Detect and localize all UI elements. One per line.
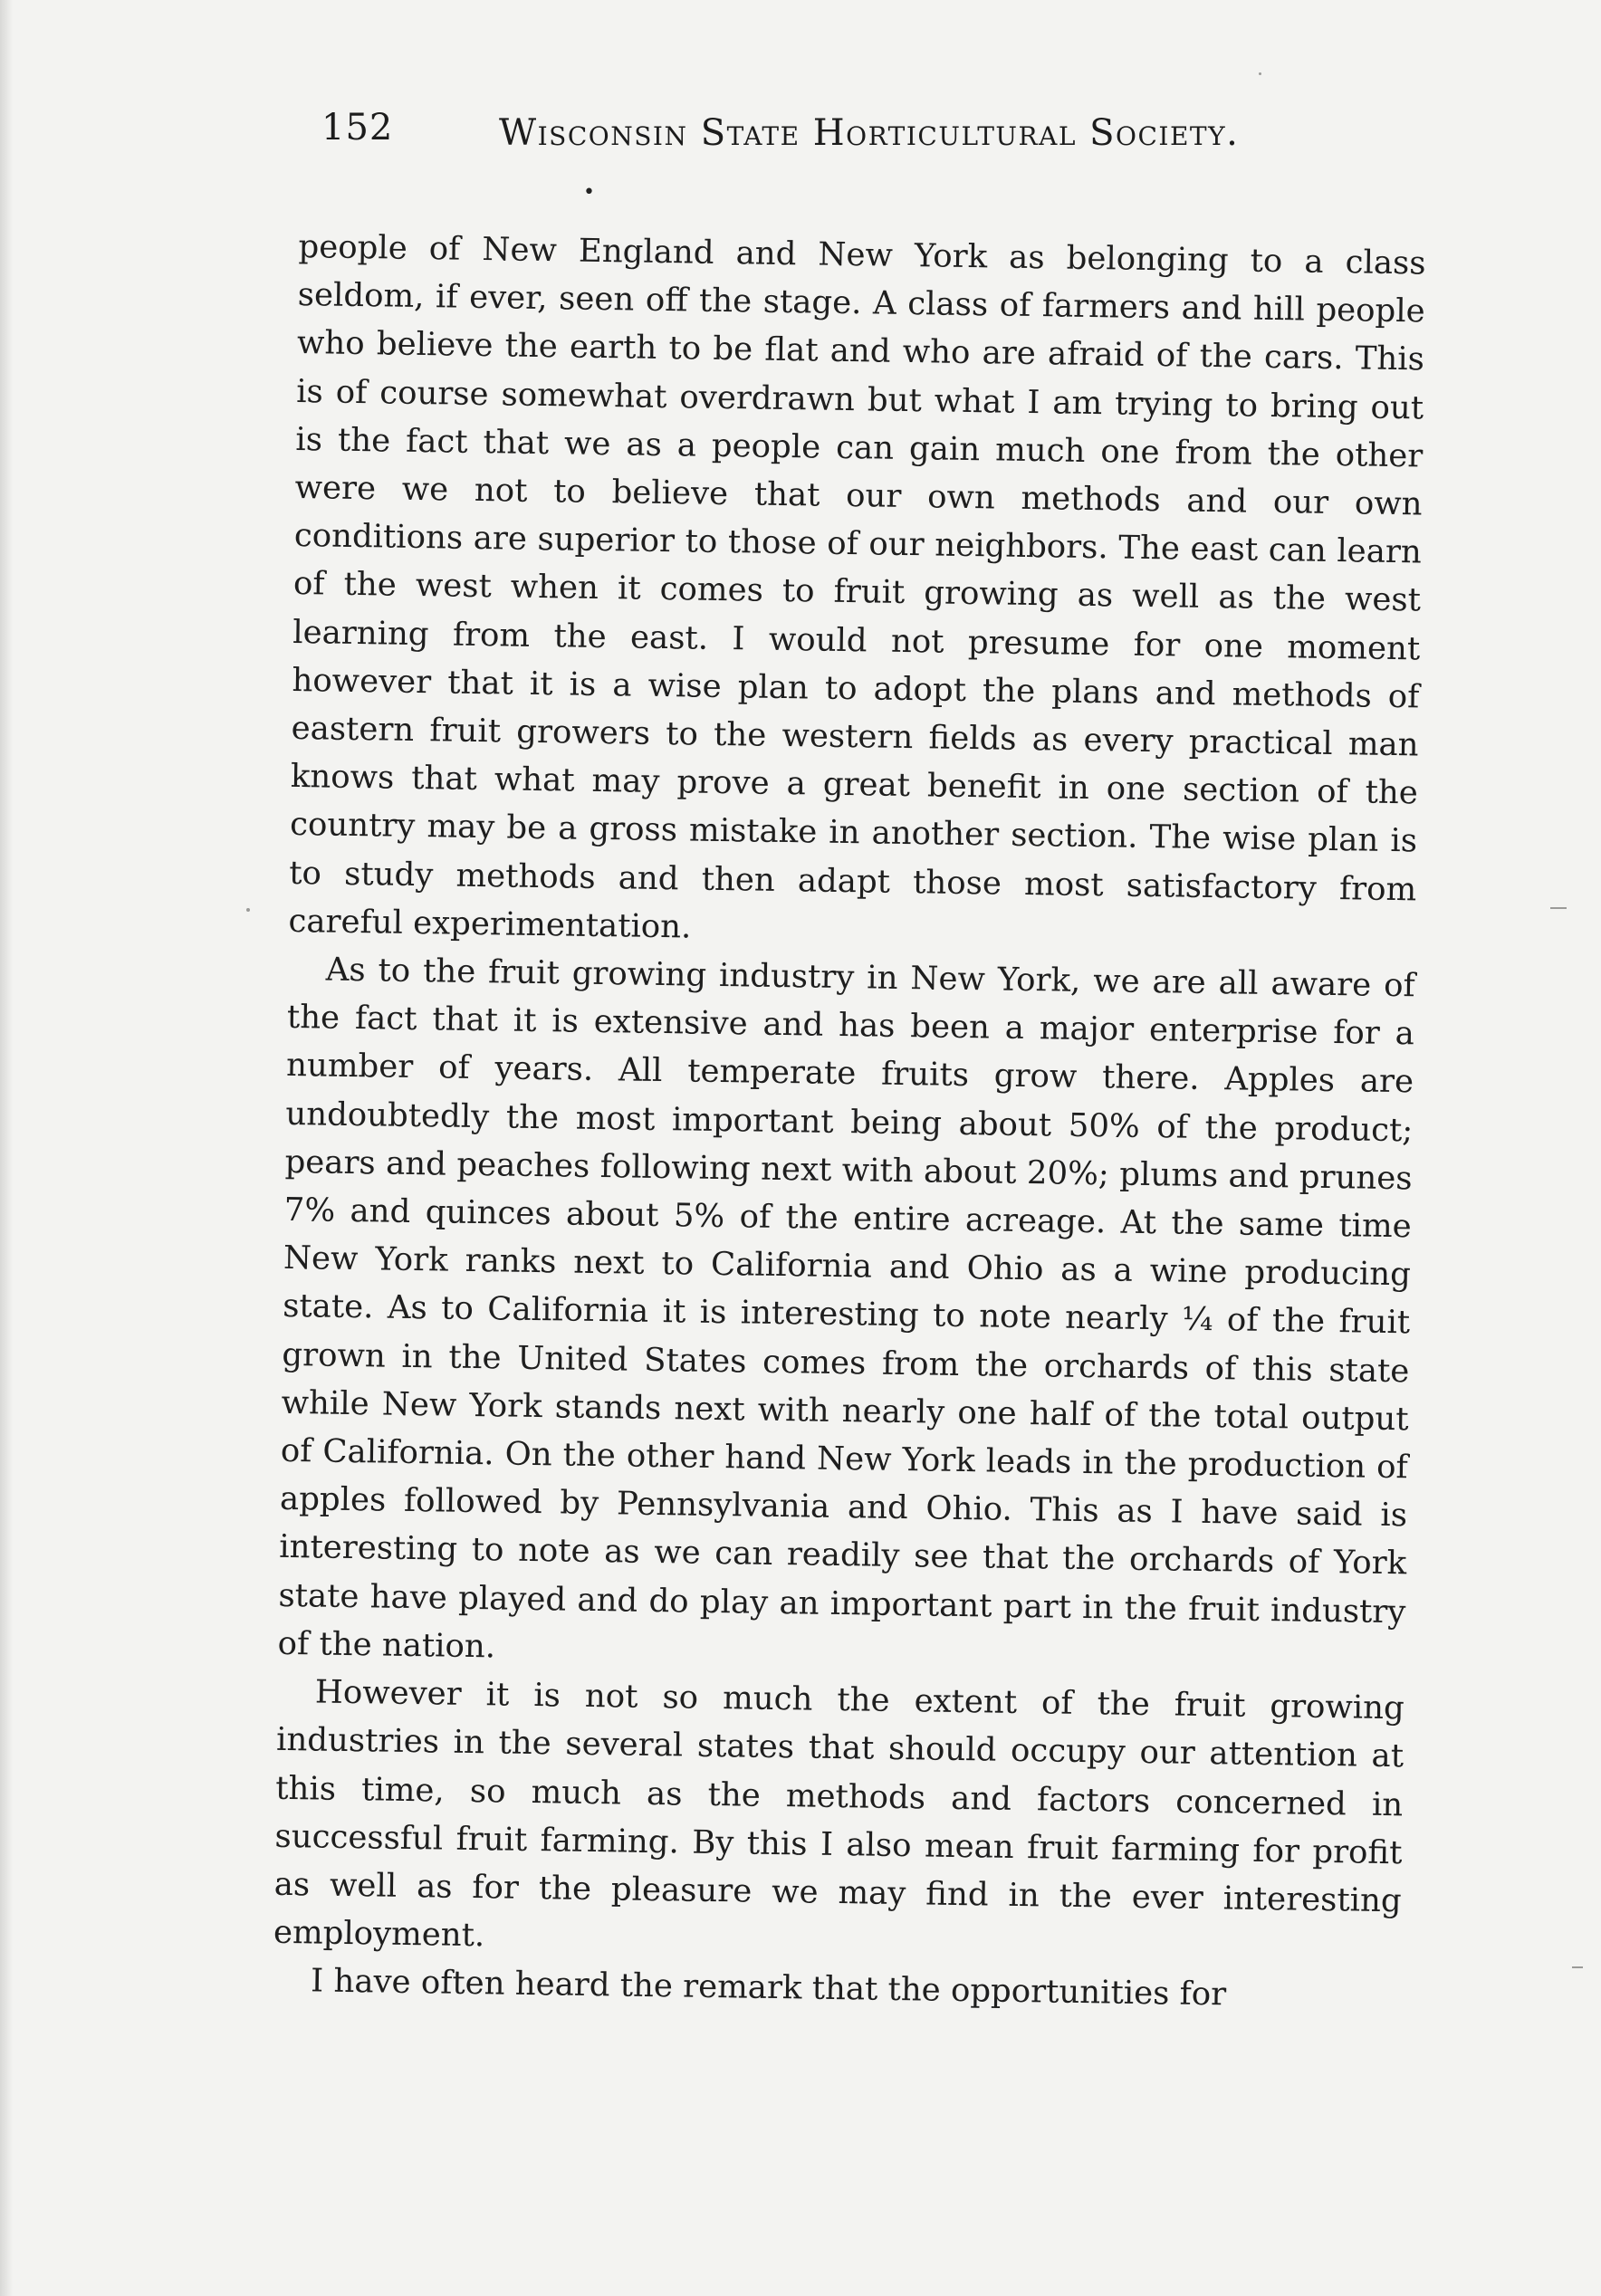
page-header [321, 107, 1281, 179]
page-number: 152 [321, 107, 394, 148]
ornament-mark: • [583, 181, 595, 204]
running-title: Wisconsin State Horticultural Society. [499, 112, 1240, 154]
paragraph-2: As to the fruit growing industry in New York, we are all aware of the fact that it is extensive and has been a major enterprise for a number of years. All temperate fruits grow there. Apples are undoubtedly the most important being about 50% of the product; pears and peaches following next with about 20%; plums and prunes 7% and quinces about 5% of the entire acreage. At the same time New York ranks next to California and Ohio as a wine producing state. As to California it is interesting to note nearly ¼ of the fruit grown in the United States comes from the orchards of this state while New York stands next with nearly one half of the total output of California. On the other hand New York leads in the production of apples followed by Pennsylvania and Ohio. This as I have said is interesting to note as we can readily see that the orchards of York state have played and do play an important part in the fruit industry of the nation. [277, 951, 1415, 1666]
paragraph-3: However it is not so much the extent of the fruit growing industries in the several states that should occupy our attention at this time, so much as the methods and factors concerned in successful fruit farming. By this I also mean fruit farming for profit as well as for the pleasure we may find in the ever interesting employment. [273, 1673, 1405, 1955]
scan-speck [1550, 907, 1567, 909]
scan-speck [246, 908, 250, 912]
scan-speck [1572, 1966, 1583, 1968]
scan-speck [1259, 72, 1261, 75]
paragraph-4: I have often heard the remark that the opportunities for [310, 1962, 1227, 2014]
body-text [273, 223, 1426, 2022]
paragraph-1: people of New England and New York as belonging to a class seldom, if ever, seen off the stage. A class of farmers and hill people who believe the earth to be flat and who are afraid of the cars. This is of course somewhat overdrawn but what I am trying to bring out is the fact that we as a people can gain much one from the other were we not to believe that our own methods and our own conditions are superior to those of our neighbors. The east can learn of the west when it comes to fruit growing as well as the west learning from the east. I would not presume for one moment however that it is a wise plan to adopt the plans and methods of eastern fruit growers to the western fields as every practical man knows that what may prove a great benefit in one section of the country may be a gross mistake in another section. The wise plan is to study methods and then adapt those most satisfactory from careful experimentation. [288, 227, 1426, 946]
page-edge-shadow [0, 0, 13, 2296]
